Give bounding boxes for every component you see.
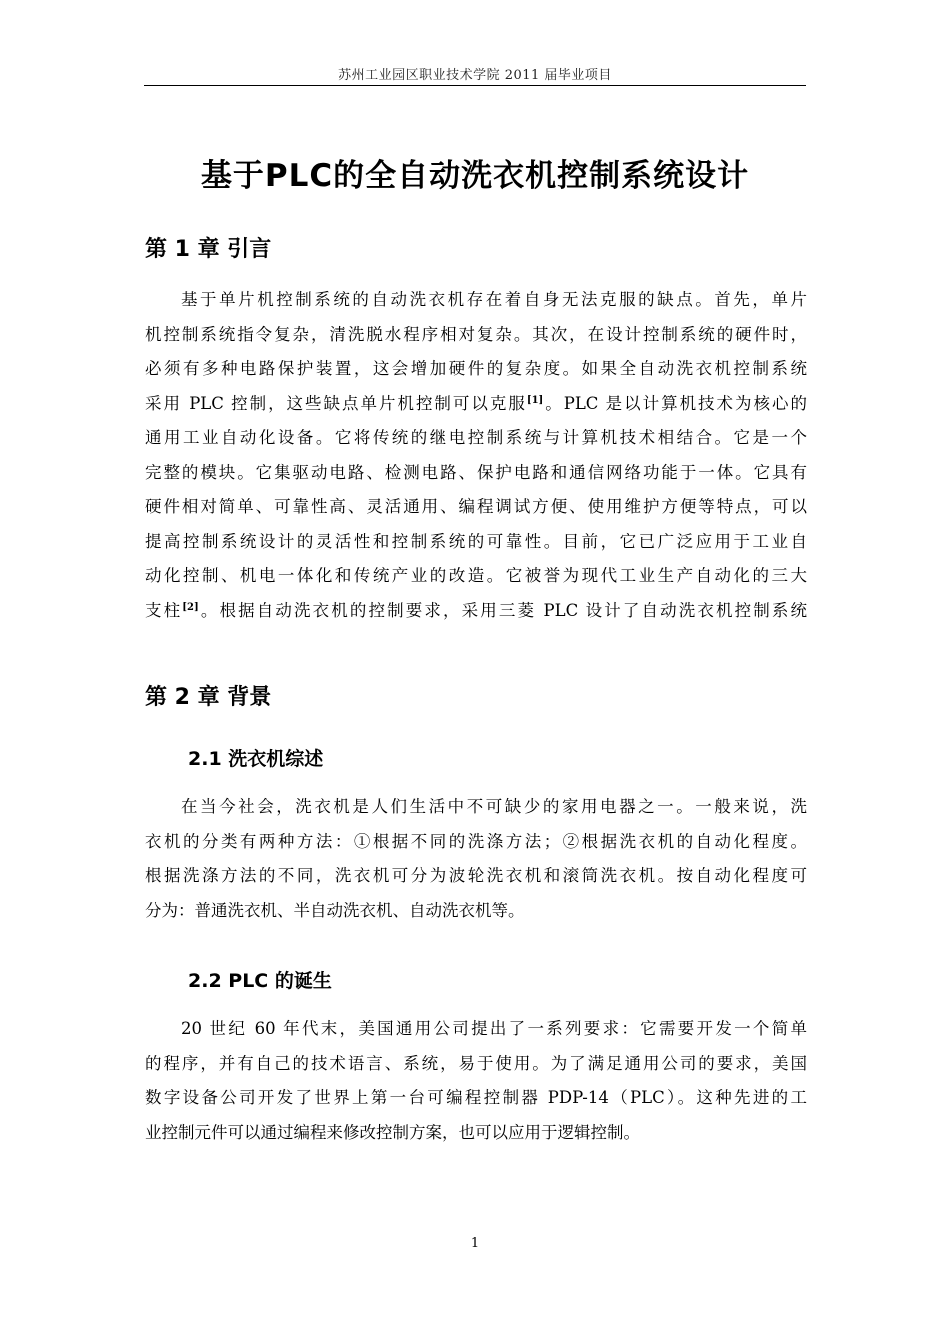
citation-2: [2] — [182, 601, 199, 613]
paragraph-line: 20 世纪 60 年代末，美国通用公司提出了一系列要求：它需要开发一个简单 — [181, 1019, 807, 1038]
paragraph-line: 数字设备公司开发了世界上第一台可编程控制器 PDP-14（PLC）。这种先进的工 — [145, 1088, 807, 1107]
section-2-2-paragraph — [145, 1012, 807, 1150]
paragraph-line: 在当今社会，洗衣机是人们生活中不可缺少的家用电器之一。一般来说，洗 — [181, 797, 807, 816]
paragraph-line: 衣机的分类有两种方法：①根据不同的洗涤方法；②根据洗衣机的自动化程度。 — [145, 831, 807, 851]
section-2-2-heading: 2.2 PLC 的诞生 — [188, 970, 332, 992]
section-2-1-heading: 2.1 洗衣机综述 — [188, 748, 324, 770]
paragraph-line: 提高控制系统设计的灵活性和控制系统的可靠性。目前，它已广泛应用于工业自 — [145, 531, 807, 551]
paragraph-line: 分为：普通洗衣机、半自动洗衣机、自动洗衣机等。 — [145, 900, 525, 920]
paragraph-line: 通用工业自动化设备。它将传统的继电控制系统与计算机技术相结合。它是一个 — [145, 428, 807, 447]
document-title: 基于PLC的全自动洗衣机控制系统设计 — [200, 158, 750, 194]
paragraph-line: 基于单片机控制系统的自动洗衣机存在着自身无法克服的缺点。首先，单片 — [181, 290, 807, 309]
paragraph-line: 硬件相对简单、可靠性高、灵活通用、编程调试方便、使用维护方便等特点，可以 — [145, 497, 807, 516]
chapter-1-paragraph — [145, 283, 807, 628]
paragraph-line: 的程序，并有自己的技术语言、系统，易于使用。为了满足通用公司的要求，美国 — [145, 1053, 807, 1073]
paragraph-text: 。PLC 是以计算机技术为核心的 — [543, 393, 807, 413]
paragraph-line: 完整的模块。它集驱动电路、检测电路、保护电路和通信网络功能于一体。它具有 — [145, 462, 807, 482]
paragraph-line: 业控制元件可以通过编程来修改控制方案，也可以应用于逻辑控制。 — [145, 1122, 640, 1142]
paragraph-line: 机控制系统指令复杂，清洗脱水程序相对复杂。其次，在设计控制系统的硬件时， — [145, 324, 807, 344]
paragraph-line-with-citation — [145, 387, 807, 422]
paragraph-text: 支柱 — [145, 600, 183, 620]
citation-1: [1] — [526, 394, 544, 406]
page-number: 1 — [470, 1236, 480, 1251]
paragraph-line-with-citation — [145, 594, 807, 629]
paragraph-text: 。根据自动洗衣机的控制要求，采用三菱 PLC 设计了自动洗衣机控制系统 — [198, 600, 807, 620]
chapter-1-heading: 第 1 章 引言 — [145, 237, 272, 262]
header-rule — [144, 85, 806, 86]
paragraph-text: 采用 PLC 控制，这些缺点单片机控制可以克服 — [145, 393, 527, 413]
section-2-1-paragraph — [145, 790, 807, 928]
paragraph-line: 根据洗涤方法的不同，洗衣机可分为波轮洗衣机和滚筒洗衣机。按自动化程度可 — [145, 866, 807, 885]
running-header: 苏州工业园区职业技术学院 2011 届毕业项目 — [338, 68, 612, 83]
paragraph-line: 必须有多种电路保护装置，这会增加硬件的复杂度。如果全自动洗衣机控制系统 — [145, 359, 807, 378]
paragraph-line: 动化控制、机电一体化和传统产业的改造。它被誉为现代工业生产自动化的三大 — [145, 566, 807, 585]
chapter-2-heading: 第 2 章 背景 — [145, 685, 272, 710]
